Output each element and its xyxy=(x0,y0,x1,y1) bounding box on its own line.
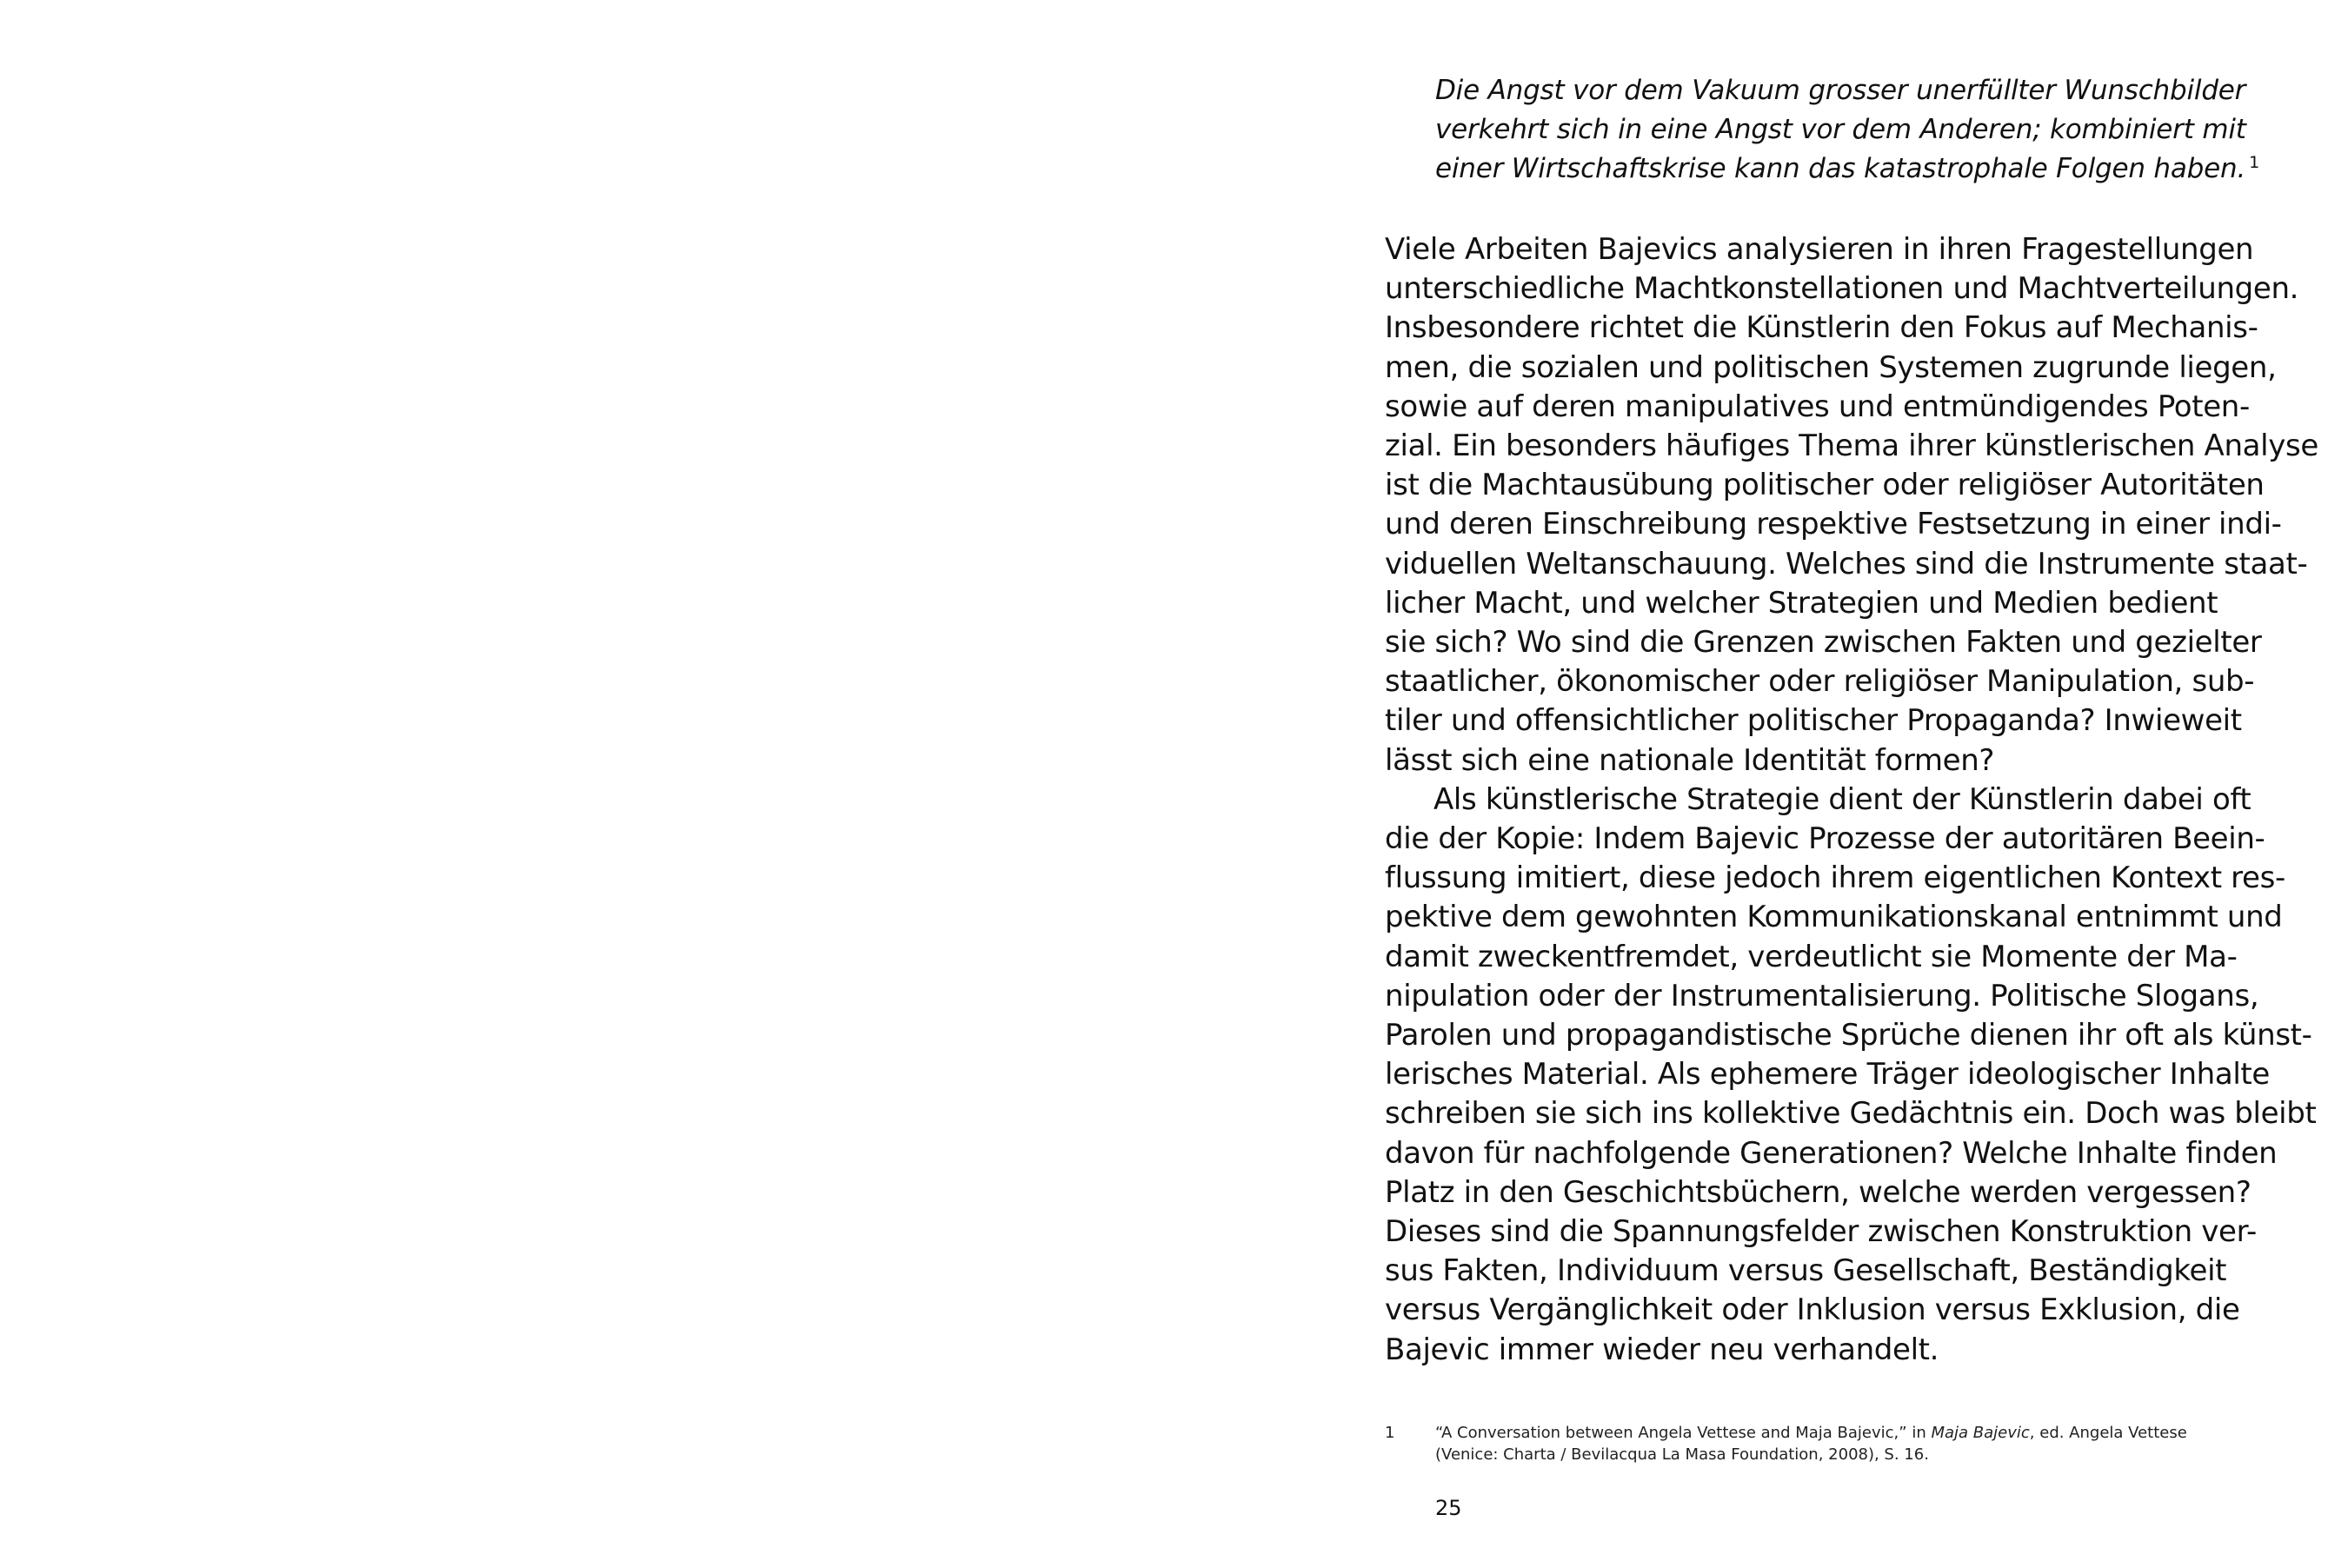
footnote-text xyxy=(1435,1422,2263,1465)
body-line: und deren Einschreibung respektive Festsetzung in einer indi- xyxy=(1385,507,2282,542)
body-line: Dieses sind die Spannungsfelder zwischen Konstruktion ver- xyxy=(1385,1214,2257,1250)
body-line: Viele Arbeiten Bajevics analysieren in ihren Fragestellungen xyxy=(1385,232,2254,267)
body-line: staatlicher, ökonomischer oder religiöser Manipulation, sub- xyxy=(1385,664,2255,700)
footnote-number: 1 xyxy=(1385,1424,1395,1442)
body-line: die der Kopie: Indem Bajevic Prozesse der autoritären Beein- xyxy=(1385,821,2265,857)
body-line: pektive dem gewohnten Kommunikationskanal entnimmt und xyxy=(1385,900,2283,935)
body-line: zial. Ein besonders häufiges Thema ihrer künstlerischen Analyse xyxy=(1385,429,2318,464)
footnote-citation: “A Conversation between Angela Vettese and Maja Bajevic,” in xyxy=(1435,1424,1932,1442)
page-number: 25 xyxy=(1435,1496,1462,1520)
footnote-line: (Venice: Charta / Bevilacqua La Masa Foundation, 2008), S. 16. xyxy=(1435,1445,1929,1464)
footnote-book-title: Maja Bajevic xyxy=(1931,1424,2030,1442)
body-line: Insbesondere richtet die Künstlerin den Fokus auf Mechanis- xyxy=(1385,310,2258,346)
quote-line: verkehrt sich in eine Angst vor dem Anderen; kombiniert mit xyxy=(1435,114,2246,145)
body-line: men, die sozialen und politischen Systemen zugrunde liegen, xyxy=(1385,349,2277,385)
block-quote xyxy=(1435,71,2270,189)
body-line: davon für nachfolgende Generationen? Welche Inhalte finden xyxy=(1385,1135,2278,1171)
footnote-line xyxy=(1435,1422,2263,1444)
right-page xyxy=(1164,0,2328,1568)
body-line: sus Fakten, Individuum versus Gesellschaft, Beständigkeit xyxy=(1385,1253,2227,1289)
footnote-editor: , ed. Angela Vettese xyxy=(2029,1424,2187,1442)
body-line: lerisches Material. Als ephemere Träger ideologischer Inhalte xyxy=(1385,1057,2270,1093)
body-line-paragraph-start: Als künstlerische Strategie dient der Künstlerin dabei oft xyxy=(1433,781,2252,817)
quote-line-text: einer Wirtschaftskrise kann das katastrophale Folgen haben. xyxy=(1435,153,2246,184)
body-text xyxy=(1385,230,2318,1370)
footnote xyxy=(1385,1422,2263,1465)
body-line: ist die Machtausübung politischer oder religiöser Autoritäten xyxy=(1385,468,2265,503)
body-line: flussung imitiert, diese jedoch ihrem eigentlichen Kontext res- xyxy=(1385,860,2285,896)
quote-line-last xyxy=(1435,149,2270,189)
body-line: nipulation oder der Instrumentalisierung. Politische Slogans, xyxy=(1385,978,2259,1013)
body-line: schreiben sie sich ins kollektive Gedächtnis ein. Doch was bleibt xyxy=(1385,1096,2317,1132)
body-line: Bajevic immer wieder neu verhandelt. xyxy=(1385,1332,1939,1367)
body-line: lässt sich eine nationale Identität formen? xyxy=(1385,742,1995,778)
quote-line: Die Angst vor dem Vakuum grosser unerfüllter Wunschbilder xyxy=(1435,75,2246,106)
body-line: sie sich? Wo sind die Grenzen zwischen Fakten und gezielter xyxy=(1385,625,2262,661)
body-line: viduellen Weltanschauung. Welches sind die Instrumente staat- xyxy=(1385,546,2308,581)
body-line: damit zweckentfremdet, verdeutlicht sie Momente der Ma- xyxy=(1385,939,2238,974)
body-line: sowie auf deren manipulatives und entmündigendes Poten- xyxy=(1385,389,2250,424)
body-line: unterschiedliche Machtkonstellationen und Machtverteilungen. xyxy=(1385,271,2299,307)
body-line: versus Vergänglichkeit oder Inklusion versus Exklusion, die xyxy=(1385,1292,2240,1328)
footnote-reference: 1 xyxy=(2249,152,2260,172)
body-line: licher Macht, und welcher Strategien und Medien bedient xyxy=(1385,585,2218,621)
body-line: tiler und offensichtlicher politischer Propaganda? Inwieweit xyxy=(1385,703,2242,739)
body-line: Parolen und propagandistische Sprüche dienen ihr oft als künst- xyxy=(1385,1018,2312,1053)
body-line: Platz in den Geschichtsbüchern, welche werden vergessen? xyxy=(1385,1174,2252,1210)
